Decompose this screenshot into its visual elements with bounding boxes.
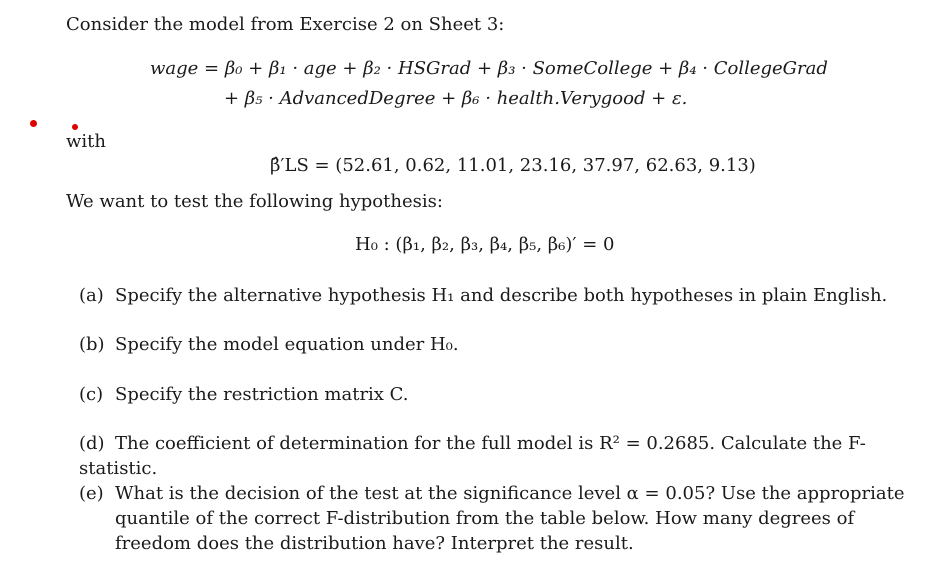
intro-text: Consider the model from Exercise 2 on Sheet 3:	[66, 14, 505, 35]
item-text: Specify the restriction matrix C.	[115, 384, 409, 405]
list-item-d	[79, 431, 914, 481]
annotation-dot-1	[30, 120, 37, 127]
test-intro: We want to test the following hypothesis:	[66, 191, 443, 212]
with-label: with	[66, 131, 106, 152]
item-text: What is the decision of the test at the significance level α = 0.05? Use the appropriate quantile of the correct F-distribution from the table below. How many degrees of freedom does the distribution have? Interpret the result.	[115, 483, 905, 554]
null-hypothesis: H₀ : (β₁, β₂, β₃, β₄, β₅, β₆)′ = 0	[355, 234, 615, 255]
model-equation-line-2: + β₅ · AdvancedDegree + β₆ · health.Verygood + ε.	[224, 88, 688, 109]
item-label: (d)	[79, 433, 105, 454]
list-item-e	[79, 481, 914, 556]
model-equation-line-1: wage = β₀ + β₁ · age + β₂ · HSGrad + β₃ · SomeCollege + β₄ · CollegeGrad	[150, 58, 828, 79]
annotation-dot-2	[72, 124, 78, 130]
item-text: Specify the alternative hypothesis H₁ and describe both hypotheses in plain English.	[115, 285, 888, 306]
beta-estimate: β̂′LS = (52.61, 0.62, 11.01, 23.16, 37.97, 62.63, 9.13)	[270, 155, 756, 176]
item-text: Specify the model equation under H₀.	[115, 334, 459, 355]
list-item-a	[79, 283, 914, 308]
list-item-c	[79, 382, 914, 407]
item-label: (e)	[79, 483, 104, 504]
item-text: The coefficient of determination for the full model is R² = 0.2685. Calculate the F-statistic.	[79, 433, 866, 479]
item-label: (c)	[79, 384, 104, 405]
item-label: (b)	[79, 334, 105, 355]
item-label: (a)	[79, 285, 104, 306]
list-item-b	[79, 332, 914, 357]
